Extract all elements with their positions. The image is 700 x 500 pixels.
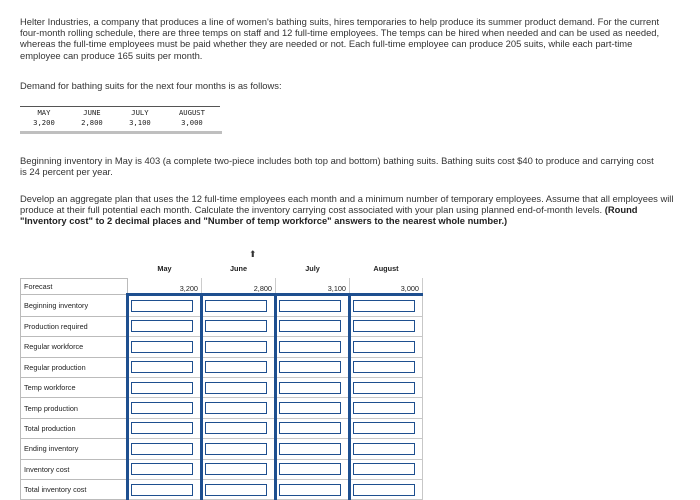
demand-value-june: 2,800: [81, 118, 103, 127]
total-inventory-cost-may-cell: [128, 479, 202, 499]
temp-production-july-input[interactable]: [279, 402, 341, 414]
plan-month-may: [128, 258, 202, 278]
row-label-ending-inventory: Ending inventory: [21, 439, 128, 459]
plan-row-production-required: [21, 316, 423, 336]
demand-header-row: [20, 107, 220, 118]
regular-production-july-cell: [276, 357, 350, 377]
total-inventory-cost-july-input[interactable]: [279, 484, 341, 496]
regular-production-july-input[interactable]: [279, 361, 341, 373]
temp-production-july-cell: [276, 398, 350, 418]
plan-month-august-label: August: [373, 263, 399, 273]
production-required-august-input[interactable]: [353, 320, 415, 332]
production-required-august-cell: [350, 316, 423, 336]
temp-workforce-may-input[interactable]: [131, 382, 193, 394]
ending-inventory-august-cell: [350, 439, 423, 459]
beginning-inventory-june-cell: [202, 295, 276, 316]
row-label-temp-workforce: Temp workforce: [21, 377, 128, 397]
temp-production-august-input[interactable]: [353, 402, 415, 414]
forecast-august: 3,000: [350, 278, 423, 295]
production-required-may-cell: [128, 316, 202, 336]
temp-workforce-june-cell: [202, 377, 276, 397]
demand-month-may: MAY: [20, 107, 68, 118]
plan-row-ending-inventory: [21, 439, 423, 459]
regular-workforce-august-input[interactable]: [353, 341, 415, 353]
total-inventory-cost-august-cell: [350, 479, 423, 499]
demand-table-bottom-rule: [20, 131, 222, 134]
demand-table: [20, 106, 220, 127]
demand-month-june: JUNE: [68, 107, 116, 118]
forecast-july: 3,100: [276, 278, 350, 295]
demand-month-august: AUGUST: [164, 107, 220, 118]
row-label-total-production: Total production: [21, 418, 128, 438]
regular-production-may-input[interactable]: [131, 361, 193, 373]
temp-production-june-cell: [202, 398, 276, 418]
production-required-may-input[interactable]: [131, 320, 193, 332]
plan-row-total-inventory-cost: [21, 479, 423, 499]
regular-production-june-cell: [202, 357, 276, 377]
temp-workforce-may-cell: [128, 377, 202, 397]
ending-inventory-may-input[interactable]: [131, 443, 193, 455]
temp-workforce-august-cell: [350, 377, 423, 397]
plan-month-june-label: June: [229, 263, 248, 273]
temp-production-august-cell: [350, 398, 423, 418]
beginning-inventory-june-input[interactable]: [205, 300, 267, 312]
total-inventory-cost-july-cell: [276, 479, 350, 499]
plan-header-row: [21, 258, 423, 278]
regular-production-august-cell: [350, 357, 423, 377]
inventory-cost-may-cell: [128, 459, 202, 479]
plan-row-inventory-cost: [21, 459, 423, 479]
beginning-inventory-may-input[interactable]: [131, 300, 193, 312]
regular-production-june-input[interactable]: [205, 361, 267, 373]
beginning-inventory-august-cell: [350, 295, 423, 316]
inventory-cost-may-input[interactable]: [131, 463, 193, 475]
temp-workforce-august-input[interactable]: [353, 382, 415, 394]
plan-row-regular-workforce: [21, 337, 423, 357]
production-required-july-input[interactable]: [279, 320, 341, 332]
arrow-cursor-icon: ⬆: [249, 249, 257, 259]
temp-workforce-july-cell: [276, 377, 350, 397]
demand-month-july: JULY: [116, 107, 164, 118]
ending-inventory-june-cell: [202, 439, 276, 459]
plan-month-august: [350, 258, 423, 278]
total-production-august-cell: [350, 418, 423, 438]
plan-row-temp-production: [21, 398, 423, 418]
beginning-inventory-august-input[interactable]: [353, 300, 415, 312]
total-production-july-cell: [276, 418, 350, 438]
regular-workforce-may-cell: [128, 337, 202, 357]
forecast-june: 2,800: [202, 278, 276, 295]
plan-row-total-production: [21, 418, 423, 438]
plan-row-temp-workforce: [21, 377, 423, 397]
rounding-instructions: (Round "Inventory cost" to 2 decimal places and "Number of temp workforce" answers to the nearest whole number.): [20, 204, 638, 227]
beginning-inventory-july-cell: [276, 295, 350, 316]
row-label-forecast: Forecast: [21, 278, 128, 295]
total-inventory-cost-june-cell: [202, 479, 276, 499]
inventory-cost-july-input[interactable]: [279, 463, 341, 475]
demand-value-july: 3,100: [129, 118, 151, 127]
beginning-inventory-july-input[interactable]: [279, 300, 341, 312]
plan-month-june: [202, 258, 276, 278]
total-production-may-cell: [128, 418, 202, 438]
inventory-cost-july-cell: [276, 459, 350, 479]
plan-row-beginning-inventory: [21, 295, 423, 316]
demand-heading: Demand for bathing suits for the next four months is as follows:: [20, 80, 282, 91]
plan-row-forecast: [21, 278, 423, 295]
total-production-may-input[interactable]: [131, 422, 193, 434]
row-label-temp-production: Temp production: [21, 398, 128, 418]
regular-workforce-june-cell: [202, 337, 276, 357]
temp-production-may-input[interactable]: [131, 402, 193, 414]
aggregate-plan-table: [20, 258, 423, 500]
total-production-july-input[interactable]: [279, 422, 341, 434]
task-instructions: [20, 193, 675, 227]
demand-value-august: 3,000: [181, 118, 203, 127]
row-label-total-inventory-cost: Total inventory cost: [21, 479, 128, 499]
regular-workforce-august-cell: [350, 337, 423, 357]
demand-value-may: 3,200: [33, 118, 55, 127]
ending-inventory-july-input[interactable]: [279, 443, 341, 455]
temp-production-june-input[interactable]: [205, 402, 267, 414]
total-production-august-input[interactable]: [353, 422, 415, 434]
regular-production-may-cell: [128, 357, 202, 377]
beginning-inventory-text: Beginning inventory in May is 403 (a complete two-piece includes both top and bottom) bathing suits. Bathing suits cost $40 to produce and carrying cost is 24 percent per year.: [20, 155, 654, 178]
beginning-inventory-may-cell: [128, 295, 202, 316]
total-inventory-cost-june-input[interactable]: [205, 484, 267, 496]
inventory-cost-june-input[interactable]: [205, 463, 267, 475]
temp-production-may-cell: [128, 398, 202, 418]
production-required-june-input[interactable]: [205, 320, 267, 332]
regular-workforce-may-input[interactable]: [131, 341, 193, 353]
ending-inventory-may-cell: [128, 439, 202, 459]
ending-inventory-june-input[interactable]: [205, 443, 267, 455]
plan-month-july: [276, 258, 350, 278]
total-inventory-cost-may-input[interactable]: [131, 484, 193, 496]
regular-workforce-july-input[interactable]: [279, 341, 341, 353]
inventory-cost-august-cell: [350, 459, 423, 479]
demand-value-row: [20, 117, 220, 127]
plan-header-blank: [21, 258, 128, 278]
row-label-regular-workforce: Regular workforce: [21, 337, 128, 357]
temp-workforce-july-input[interactable]: [279, 382, 341, 394]
inventory-cost-june-cell: [202, 459, 276, 479]
total-production-june-input[interactable]: [205, 422, 267, 434]
row-label-inventory-cost: Inventory cost: [21, 459, 128, 479]
plan-month-may-label: May: [157, 263, 172, 273]
inventory-cost-august-input[interactable]: [353, 463, 415, 475]
forecast-may: 3,200: [128, 278, 202, 295]
row-label-production-required: Production required: [21, 316, 128, 336]
regular-workforce-june-input[interactable]: [205, 341, 267, 353]
production-required-june-cell: [202, 316, 276, 336]
total-inventory-cost-august-input[interactable]: [353, 484, 415, 496]
plan-month-july-label: July: [305, 263, 320, 273]
regular-workforce-july-cell: [276, 337, 350, 357]
ending-inventory-august-input[interactable]: [353, 443, 415, 455]
row-label-regular-production: Regular production: [21, 357, 128, 377]
task-text: Develop an aggregate plan that uses the 12 full-time employees each month and a minimum number of temporary employees. Assume that all employees will produce at their full potential each month. Calculate the inventory carrying cost associated with your plan using planned end-of-month levels.: [20, 193, 674, 216]
ending-inventory-july-cell: [276, 439, 350, 459]
total-production-june-cell: [202, 418, 276, 438]
problem-intro: Helter Industries, a company that produces a line of women's bathing suits, hires temporaries to help produce its summer product demand. For the current four-month rolling schedule, there are three temps on staff and 12 full-time employees. The temps can be hired when needed and can be used as needed, whereas the full-time employees must be paid whether they are needed or not. Each full-time employee can produce 205 suits, while each part-time employee can produce 165 suits per month.: [20, 16, 660, 61]
temp-workforce-june-input[interactable]: [205, 382, 267, 394]
production-required-july-cell: [276, 316, 350, 336]
plan-row-regular-production: [21, 357, 423, 377]
row-label-beginning-inventory: Beginning inventory: [21, 295, 128, 316]
regular-production-august-input[interactable]: [353, 361, 415, 373]
